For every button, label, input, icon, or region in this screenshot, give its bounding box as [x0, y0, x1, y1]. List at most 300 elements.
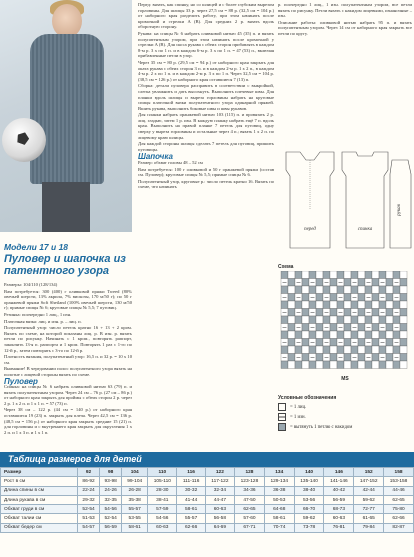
chart-cell	[288, 339, 295, 347]
table-row	[1, 495, 414, 504]
chart-cell	[337, 331, 344, 339]
chart-cell	[400, 309, 407, 317]
table-cell: 22-24	[78, 486, 100, 495]
chart-cell	[379, 316, 386, 324]
chart-cell	[330, 339, 337, 347]
chart-cell	[400, 301, 407, 309]
chart-cell	[358, 279, 365, 287]
chart-cell	[344, 316, 351, 324]
chart-cell	[288, 346, 295, 354]
table-cell: 26-28	[122, 486, 148, 495]
table-cell: 57-59	[148, 505, 177, 514]
row-label: Обхват груди в см	[1, 505, 78, 514]
legend-item: = 1 изн.	[278, 413, 412, 421]
table-header-label: Размер	[1, 468, 78, 477]
table-cell: 32-35	[100, 495, 122, 504]
table-cell: 141-146	[324, 477, 354, 486]
chart-cell	[330, 361, 337, 369]
chart-cell	[400, 279, 407, 287]
chart-cell	[309, 346, 316, 354]
chart-cell	[337, 271, 344, 279]
chart-cell	[295, 286, 302, 294]
table-cell: 55-57	[122, 505, 148, 514]
chart-cell	[393, 301, 400, 309]
table-cell: 40-42	[324, 486, 354, 495]
chart-cell	[323, 361, 330, 369]
chart-cell	[316, 339, 323, 347]
column-3: р. поочередно 1 лиц., 1 изн. полупатентным узором, все петли вязать по рисунку. Петли вязать с накидом лицевыми, изнаночные – изн. Описание работы: оливковой нитью набрать 95 п. и вязать полупатентным узором. Через 14 см от наборного края закрыть все петли по кругу.	[278, 2, 412, 36]
chart-cell	[309, 331, 316, 339]
table-cell: 44-47	[205, 495, 234, 504]
chart-cell	[351, 331, 358, 339]
chart-cell	[309, 301, 316, 309]
table-cell: 54-56	[100, 505, 122, 514]
table-cell: 53-56	[294, 495, 324, 504]
back-piece	[342, 152, 388, 248]
chart-cell	[372, 339, 379, 347]
table-row	[1, 486, 414, 495]
chart-cell	[372, 361, 379, 369]
chart-cell	[316, 286, 323, 294]
chart-cell	[302, 331, 309, 339]
chart-cell	[281, 331, 288, 339]
table-cell: 60-63	[324, 514, 354, 523]
table-cell: 58-61	[264, 514, 294, 523]
chart-cell	[358, 309, 365, 317]
chart-cell	[386, 361, 393, 369]
chart-cell	[400, 286, 407, 294]
row-label: Обхват талии см	[1, 514, 78, 523]
pullover-heading: Пуловер	[4, 376, 38, 386]
chart-cell	[302, 309, 309, 317]
row-label: Обхват бедер см	[1, 523, 78, 532]
chart-cell	[323, 316, 330, 324]
chart-cell	[365, 361, 372, 369]
chart-cell	[281, 271, 288, 279]
chart-cell	[365, 316, 372, 324]
table-cell: 56-58	[205, 514, 234, 523]
chart-cell	[344, 346, 351, 354]
legend-item: = 1 лиц.	[278, 403, 412, 411]
chart-cell	[358, 331, 365, 339]
table-cell: 58-61	[122, 523, 148, 532]
chart-cell	[302, 279, 309, 287]
chart-cell	[372, 331, 379, 339]
hat-heading: Шапочка	[138, 152, 173, 162]
chart-cell	[379, 301, 386, 309]
table-cell: 56-59	[100, 523, 122, 532]
table-cell: 44-46	[384, 486, 414, 495]
chart-cell	[337, 346, 344, 354]
chart-cell	[351, 316, 358, 324]
chart-cell	[288, 301, 295, 309]
table-cell: 68-73	[324, 505, 354, 514]
chart-cell	[309, 316, 316, 324]
chart-cell	[379, 271, 386, 279]
chart-cell	[400, 271, 407, 279]
table-cell: 32-34	[205, 486, 234, 495]
chart-cell	[358, 324, 365, 332]
column-2: Перед: вязать, как спинку, но со шлицей и с более глубоким вырезом горловины. Для шлицы 33 р. через 27,5 см = 88 р. (32,5 см = 104 р.) от наборного края разделить работу, при этом начинать после кромочной и стрелки A (B). Для средних 2 р. вязать вдоль оборотную сторону. Рукава: на спицы № 6 набрать оливковой нитью 45 (35) п. и вязать полупатентным узором, при этом начинать после кромочной у стрелки A (B). Для скоса рукава с обеих сторон прибавлять в каждом 8-м р. 3 х по 1 п. и в каждом 6-м р. 3 х по 1 п. = 47 (53) п., включая прибавленные петли в узор. Через 35 см = 80 р. (29,5 см = 94 р.) от наборного края закрыть для оката рукава с обеих сторон 3 п. и в каждом 2-м р. 1 х 2 п., в каждом 4-м р. 2 х по 1 п. и в каждом 2-м р. 3 х по 1 п. Через 32,5 см = 104 р. (38,5 см = 126 р.) от наборного края оставшиеся 7 (13) п. Сборка: детали пуловера расправить в соответствии с выкройкой, слегка увлажнить и дать высохнуть. Выполнить плечевые швы. Для планки вдоль шлицы и выреза горловины набрать на круговые спицы платочной вязки полупатентного узора одинарной пряжей. Вшить рукава, выполнить боковые швы и швы рукавов. Для планки набрать оранжевой нитью 103 (115) п. и провязать 2 р. лиц. гладью, затем 1 р. изн. В каждую планку набрать ещё 7 п. вдоль края. Выполнить на правой планке 7 петель для пуговиц, одну сверху у выреза горловины и остальные через 4 п.; вязать 1 х 2 п. по лицевому краю шлицы. Для каждой стороны шлицы сделать 7 петель для пуговиц, пришить пуговицы. Шапочка Размер: обхват головы 48 – 52 см Вам потребуется: 100 г оливковой и 50 г оранжевой пряжи (состав см. Пуловер); круговые спицы № 5,5; прямые спицы № 6. Полупатентный узор, круговые р.: число петель кратно 16. Вязать по схеме, что начинать	[138, 2, 274, 190]
chart-cell	[309, 271, 316, 279]
chart-cell	[316, 361, 323, 369]
chart-cell	[316, 301, 323, 309]
table-cell: 76-81	[324, 523, 354, 532]
chart-cell	[372, 354, 379, 362]
chart-cell	[302, 361, 309, 369]
chart-cell	[358, 316, 365, 324]
table-header-size: 122	[205, 468, 234, 477]
purl-symbol-icon	[278, 413, 286, 421]
chart-cell	[323, 271, 330, 279]
chart-cell	[281, 301, 288, 309]
table-cell: 93-98	[100, 477, 122, 486]
chart-cell	[288, 271, 295, 279]
pattern-schematic	[278, 140, 412, 258]
chart-cell	[316, 354, 323, 362]
table-cell: 79-84	[354, 523, 384, 532]
table-cell: 60-63	[205, 505, 234, 514]
chart-cell	[358, 271, 365, 279]
chart-cell	[281, 346, 288, 354]
table-cell: 73-78	[294, 523, 324, 532]
table-cell: 53-55	[122, 514, 148, 523]
table-cell: 117-122	[205, 477, 234, 486]
chart-cell	[344, 354, 351, 362]
sleeve-piece	[390, 160, 411, 248]
ms-label: MS	[341, 376, 349, 382]
chart-cell	[365, 331, 372, 339]
chart-cell	[330, 301, 337, 309]
table-cell: 51-53	[78, 514, 100, 523]
table-row	[1, 477, 414, 486]
chart-cell	[386, 316, 393, 324]
row-label: Рост в см	[1, 477, 78, 486]
table-cell: 52-54	[100, 514, 122, 523]
chart-cell	[330, 271, 337, 279]
table-cell: 59-62	[294, 514, 324, 523]
table-cell: 64-69	[205, 523, 234, 532]
chart-grid	[278, 271, 412, 371]
chart-cell	[386, 354, 393, 362]
chart-cell	[288, 354, 295, 362]
chart-cell	[372, 286, 379, 294]
chart-cell	[281, 316, 288, 324]
table-cell: 111-116	[177, 477, 205, 486]
table-row	[1, 514, 414, 523]
chart-cell	[365, 346, 372, 354]
chart-cell	[281, 286, 288, 294]
legend-item: = вытянуть 1 петлю с накидом	[278, 423, 412, 431]
table-cell: 135-140	[294, 477, 324, 486]
column-1: Размеры: 104/110 (128/134) Вам потребуется: 300 (400) г оливковой пряжи Tweed (80% овечьей шерсти, 13% акрила, 7% вискозы, 170 м/50 г); по 50 г оранжевой пряжи Soft Shetland (100% овечьей шерсти, 130 м/50 г); прямые спицы № 6; круговые спицы № 5,5; 7 пуговиц. Резинка: поочередно 1 лиц., 1 изн. Платочная вязка: лиц. и изн. р. – лиц. п. Полупатентный узор: число петель кратно 16 + 13 + 2 кром. Вязать по схеме, на которой показаны лиц. р. В изн. р. вязать петли по рисунку. Начинать с 1 кром., повторять раппорт, закончить 13-я п. раппорта и 1 кром. Повторять 1 раз с 1-го по 12-й р., затем повторять с 3-го по 12-й р. Плотность вязания, полупатентный узор: 16,5 п. и 32 р. = 10 х 10 см. Внимание! В чередовании полос полупатентного узора вязать на полотне с лицевой стороны вязать по схеме. Пуловер Спинка: на спицы № 6 набрать оливковой нитью 63 (79) п. и вязать полупатентным узором. Через 24 см – 76 р. (27 см – 86 р.) от наборного края закрыть для проймы с обеих сторон 2 р. через 2 р. 1 х 2 п. и 1 х 1 п. = 57 (73) п. Через 38 см – 122 р. (44 см = 140 р.) от наборного края оставшиеся 19 (23) п. закрыть для плеча. Через 42,5 см = 136 р. (48,5 см = 156 р.) от наборного края закрыть средние 15 (21) п. для горловины и с внутреннего края закрыть для округления 1 х 2 п. и 1 х 3 п. и 1 х 1 п.	[4, 282, 132, 435]
chart-cell	[386, 301, 393, 309]
chart-cell	[379, 286, 386, 294]
table-cell: 55-57	[177, 514, 205, 523]
chart-cell	[295, 361, 302, 369]
row-label: Длина спины в см	[1, 486, 78, 495]
table-header-size: 146	[324, 468, 354, 477]
table-cell: 24-26	[100, 486, 122, 495]
table-cell: 50-53	[264, 495, 294, 504]
chart-cell	[330, 294, 337, 302]
table-cell: 54-56	[148, 514, 177, 523]
chart-cell	[372, 301, 379, 309]
table-cell: 70-74	[264, 523, 294, 532]
table-cell: 29-32	[78, 495, 100, 504]
table-cell: 62-65	[384, 495, 414, 504]
table-header-size: 98	[100, 468, 122, 477]
chart-cell	[316, 294, 323, 302]
chart-cell	[330, 279, 337, 287]
chart-cell	[400, 316, 407, 324]
chart-cell	[372, 279, 379, 287]
chart-cell	[386, 346, 393, 354]
chart-cell	[288, 331, 295, 339]
size-table	[0, 467, 414, 533]
chart-cell	[302, 324, 309, 332]
table-cell: 61-65	[354, 514, 384, 523]
chart-cell	[323, 301, 330, 309]
chart-cell	[372, 271, 379, 279]
chart-cell	[358, 286, 365, 294]
chart-cell	[330, 331, 337, 339]
table-header-size: 104	[122, 468, 148, 477]
chart-cell	[295, 301, 302, 309]
chart-cell	[302, 354, 309, 362]
table-cell: 34-36	[235, 486, 265, 495]
table-cell: 54-57	[78, 523, 100, 532]
table-cell: 62-66	[384, 514, 414, 523]
table-header-size: 128	[235, 468, 265, 477]
chart-cell	[302, 301, 309, 309]
table-cell: 28-30	[148, 486, 177, 495]
chart-cell	[358, 339, 365, 347]
table-header-size: 152	[354, 468, 384, 477]
chart-cell	[316, 324, 323, 332]
chart-cell	[351, 361, 358, 369]
chart-cell	[330, 324, 337, 332]
size-table-title: Таблица размеров для детей	[0, 452, 414, 467]
chart-cell	[386, 339, 393, 347]
table-cell: 64-68	[264, 505, 294, 514]
chart-cell	[344, 294, 351, 302]
table-cell: 67-71	[235, 523, 265, 532]
stitch-chart	[278, 264, 412, 382]
table-cell: 42-44	[354, 486, 384, 495]
chart-cell	[281, 361, 288, 369]
front-label: перед	[304, 227, 316, 232]
chart-cell	[344, 271, 351, 279]
chart-cell	[337, 316, 344, 324]
chart-cell	[344, 301, 351, 309]
chart-cell	[344, 339, 351, 347]
chart-cell	[323, 286, 330, 294]
chart-cell	[302, 339, 309, 347]
legend	[278, 395, 412, 431]
chart-cell	[393, 286, 400, 294]
table-cell: 35-38	[122, 495, 148, 504]
chart-cell	[400, 361, 407, 369]
legend-heading: Условные обозначения	[278, 395, 337, 401]
table-cell: 105-110	[148, 477, 177, 486]
soccer-ball-icon	[2, 118, 46, 162]
chart-cell	[316, 271, 323, 279]
chart-cell	[365, 286, 372, 294]
chart-cell	[400, 339, 407, 347]
chart-cell	[372, 346, 379, 354]
chart-cell	[386, 271, 393, 279]
table-cell: 57-60	[235, 514, 265, 523]
chart-cell	[351, 286, 358, 294]
chart-cell	[393, 316, 400, 324]
chart-cell	[400, 346, 407, 354]
chart-cell	[386, 286, 393, 294]
chart-cell	[344, 309, 351, 317]
chart-cell	[379, 361, 386, 369]
table-cell: 30-32	[177, 486, 205, 495]
chart-cell	[358, 294, 365, 302]
table-cell: 60-63	[148, 523, 177, 532]
table-cell: 147-152	[354, 477, 384, 486]
table-header-size: 140	[294, 468, 324, 477]
chart-cell	[295, 331, 302, 339]
chart-cell	[330, 316, 337, 324]
chart-cell	[365, 301, 372, 309]
chart-cell	[372, 324, 379, 332]
chart-cell	[302, 294, 309, 302]
chart-cell	[288, 324, 295, 332]
table-cell: 82-87	[384, 523, 414, 532]
table-cell: 52-54	[78, 505, 100, 514]
chart-cell	[288, 279, 295, 287]
chart-cell	[288, 286, 295, 294]
table-cell: 47-50	[235, 495, 265, 504]
chart-cell	[358, 346, 365, 354]
chart-cell	[351, 346, 358, 354]
chart-cell	[295, 346, 302, 354]
table-header-size: 116	[177, 468, 205, 477]
chart-cell	[400, 331, 407, 339]
sleeve-label: рукав	[397, 204, 402, 216]
chart-cell	[393, 271, 400, 279]
table-cell: 56-59	[324, 495, 354, 504]
chart-cell	[344, 331, 351, 339]
chart-cell	[302, 346, 309, 354]
chart-cell	[316, 331, 323, 339]
chart-cell	[344, 324, 351, 332]
chart-cell	[372, 316, 379, 324]
chart-cell	[358, 361, 365, 369]
chart-cell	[372, 309, 379, 317]
chart-cell	[302, 286, 309, 294]
table-cell: 41-44	[177, 495, 205, 504]
models-label: Модели 17 и 18	[4, 242, 69, 252]
table-cell: 99-104	[122, 477, 148, 486]
chart-cell	[344, 286, 351, 294]
chart-cell	[365, 271, 372, 279]
table-cell: 75-80	[384, 505, 414, 514]
table-cell: 62-65	[235, 505, 265, 514]
knit-symbol-icon	[278, 403, 286, 411]
table-cell: 129-134	[264, 477, 294, 486]
chart-cell	[288, 361, 295, 369]
table-cell: 123-128	[235, 477, 265, 486]
table-cell: 36-38	[264, 486, 294, 495]
chart-cell	[330, 354, 337, 362]
chart-cell	[386, 309, 393, 317]
chart-cell	[302, 271, 309, 279]
product-photo	[0, 0, 132, 232]
chart-cell	[344, 361, 351, 369]
chart-cell	[337, 286, 344, 294]
table-header-size: 158	[384, 468, 414, 477]
chart-cell	[400, 354, 407, 362]
chart-cell	[323, 346, 330, 354]
chart-cell	[302, 316, 309, 324]
chart-cell	[344, 279, 351, 287]
chart-cell	[393, 346, 400, 354]
table-body	[1, 477, 414, 533]
table-header-size: 110	[148, 468, 177, 477]
table-cell: 59-62	[354, 495, 384, 504]
table-cell: 72-77	[354, 505, 384, 514]
chart-cell	[379, 331, 386, 339]
chart-cell	[323, 331, 330, 339]
chart-cell	[351, 301, 358, 309]
chart-cell	[358, 354, 365, 362]
table-row	[1, 505, 414, 514]
table-cell: 58-61	[177, 505, 205, 514]
chart-cell	[386, 294, 393, 302]
table-header-row	[1, 468, 414, 477]
chart-cell	[358, 301, 365, 309]
chart-cell	[309, 361, 316, 369]
table-cell: 66-70	[294, 505, 324, 514]
row-label: Длина рукава в см	[1, 495, 78, 504]
chart-cell	[295, 271, 302, 279]
chart-cell	[288, 309, 295, 317]
page-title: Пуловер и шапочка из патентного узора	[4, 253, 126, 277]
chart-cell	[379, 346, 386, 354]
chart-cell	[288, 316, 295, 324]
table-header-size: 92	[78, 468, 100, 477]
chart-cell	[316, 346, 323, 354]
back-label: спинка	[357, 227, 373, 232]
chart-cell	[288, 294, 295, 302]
table-row	[1, 523, 414, 532]
chart-cell	[316, 316, 323, 324]
chart-cell	[309, 286, 316, 294]
chart-cell	[393, 361, 400, 369]
chart-cell	[386, 324, 393, 332]
table-cell: 153-158	[384, 477, 414, 486]
chart-cell	[295, 316, 302, 324]
chart-cell	[316, 279, 323, 287]
table-cell: 38-40	[294, 486, 324, 495]
chart-cell	[386, 331, 393, 339]
chart-cell	[330, 346, 337, 354]
chart-cell	[400, 294, 407, 302]
table-header-size: 134	[264, 468, 294, 477]
table-cell: 38-41	[148, 495, 177, 504]
size-table-section	[0, 452, 414, 557]
schema-title: Схема	[278, 264, 294, 270]
chart-cell	[337, 301, 344, 309]
chart-cell	[330, 286, 337, 294]
chart-cell	[316, 309, 323, 317]
chart-cell	[351, 271, 358, 279]
